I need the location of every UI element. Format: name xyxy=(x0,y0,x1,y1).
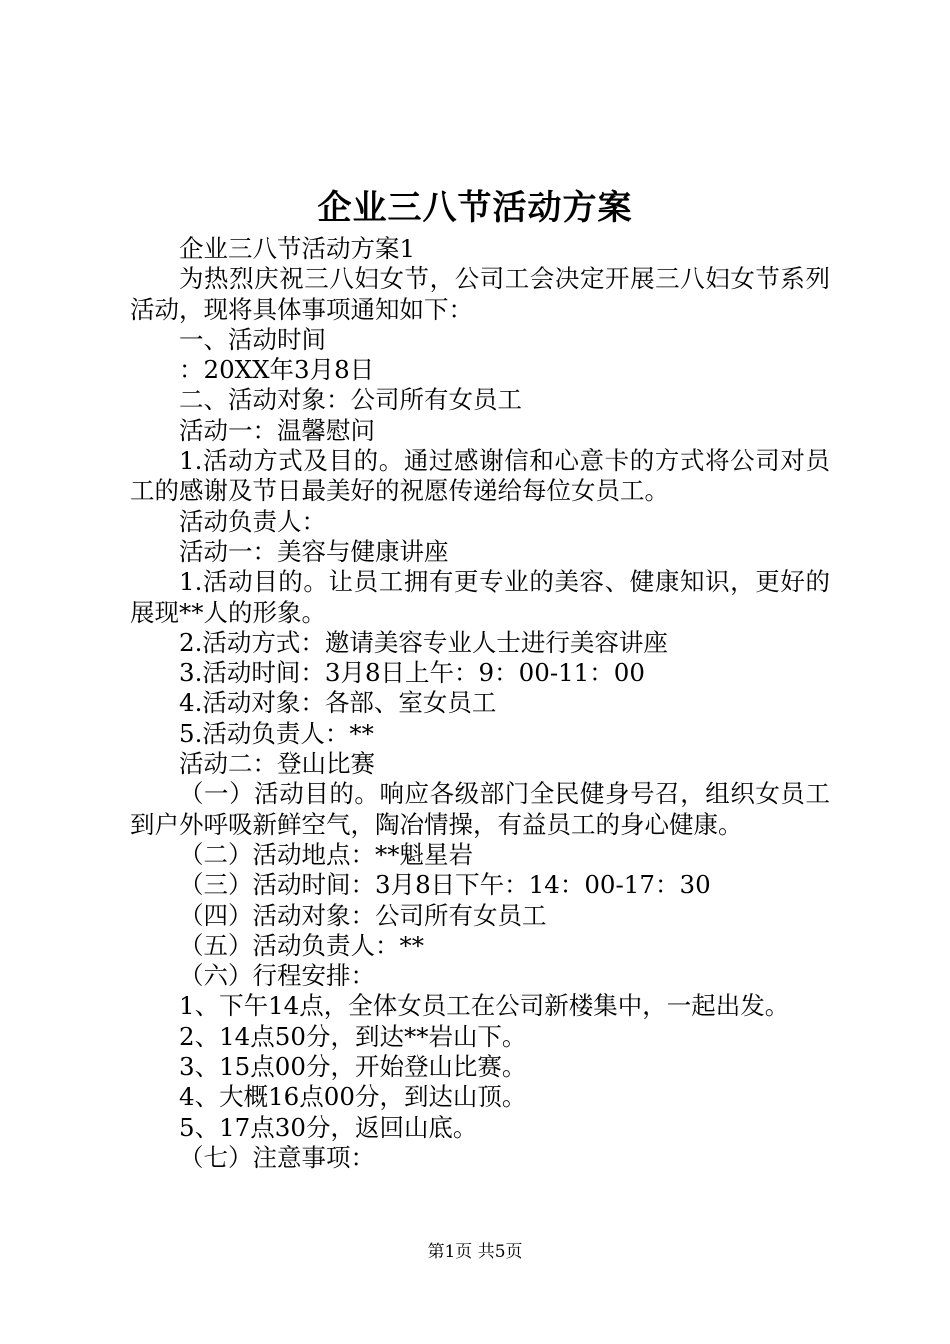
paragraph: （二）活动地点：**魁星岩 xyxy=(179,839,473,869)
paragraph: （三）活动时间：3月8日下午：14：00-17：30 xyxy=(179,870,711,900)
paragraph: 活动负责人： xyxy=(179,506,326,536)
paragraph: 活动一：美容与健康讲座 xyxy=(179,536,449,566)
paragraph: 活动一：温馨慰问 xyxy=(179,415,375,445)
page-footer: 第1页 共5页 xyxy=(427,1242,523,1262)
paragraph: 1、下午14点，全体女员工在公司新楼集中，一起出发。 xyxy=(179,991,790,1021)
paragraph: 1.活动目的。让员工拥有更专业的美容、健康知识，更好的展现**人的形象。 xyxy=(130,567,830,627)
paragraph: （一）活动目的。响应各级部门全民健身号召，组织女员工到户外呼吸新鲜空气，陶冶情操，有益员工的身心健康。 xyxy=(130,779,830,839)
paragraph: 1.活动方式及目的。通过感谢信和心意卡的方式将公司对员工的感谢及节日最美好的祝愿传递给每位女员工。 xyxy=(130,446,830,506)
paragraph: 2.活动方式：邀请美容专业人士进行美容讲座 xyxy=(179,627,668,657)
paragraph: 为热烈庆祝三八妇女节，公司工会决定开展三八妇女节系列活动，现将具体事项通知如下： xyxy=(130,264,830,324)
document-title: 企业三八节活动方案 xyxy=(317,188,633,228)
paragraph: 3.活动时间：3月8日上午：9：00-11：00 xyxy=(179,658,645,688)
paragraph: （六）行程安排： xyxy=(179,961,375,991)
paragraph: 企业三八节活动方案1 xyxy=(179,234,416,263)
paragraph: 2、14点50分，到达**岩山下。 xyxy=(179,1021,527,1051)
paragraph: 4.活动对象：各部、室女员工 xyxy=(179,688,497,718)
paragraph: 5、17点30分，返回山底。 xyxy=(179,1112,478,1142)
paragraph: 一、活动时间 xyxy=(179,324,326,354)
paragraph: （五）活动负责人：** xyxy=(179,930,424,960)
paragraph: （七）注意事项： xyxy=(179,1142,375,1172)
document-body xyxy=(130,234,830,1173)
paragraph: 4、大概16点00分，到达山顶。 xyxy=(179,1082,527,1112)
paragraph: 活动二：登山比赛 xyxy=(179,749,375,779)
paragraph: ：20XX年3月8日 xyxy=(179,355,375,385)
paragraph: 5.活动负责人：** xyxy=(179,718,374,748)
paragraph: 3、15点00分，开始登山比赛。 xyxy=(179,1052,527,1082)
paragraph: （四）活动对象：公司所有女员工 xyxy=(179,900,547,930)
paragraph: 二、活动对象：公司所有女员工 xyxy=(179,385,522,415)
